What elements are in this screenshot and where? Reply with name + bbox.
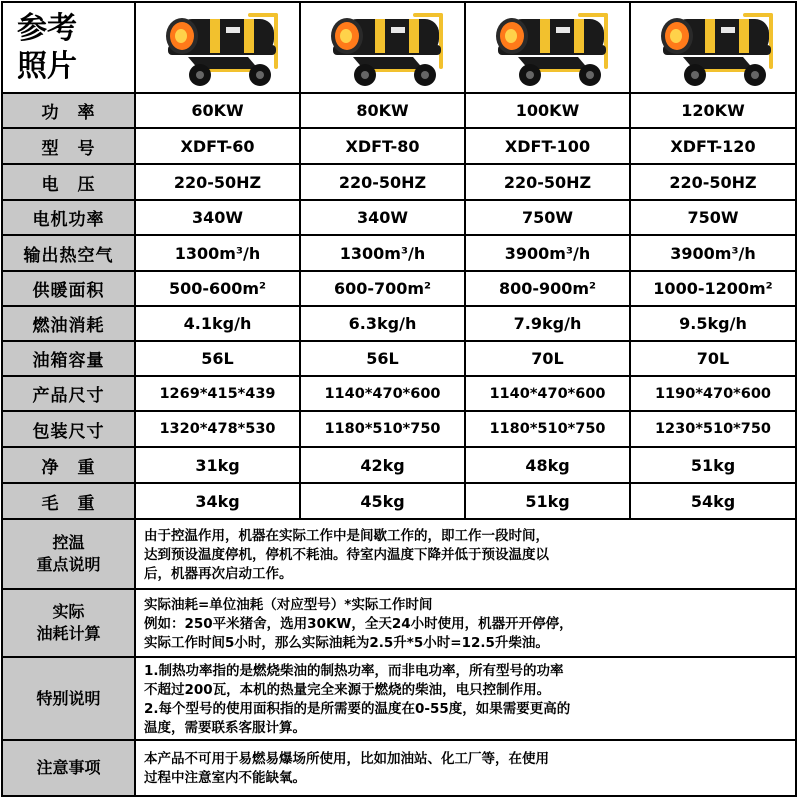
note-line: 实际工作时间5小时，那么实际油耗为2.5升*5小时=12.5升柴油。	[144, 634, 549, 651]
heater-icon	[643, 5, 783, 91]
spec-value: 220-50HZ	[136, 165, 301, 199]
spec-value: 70L	[696, 349, 730, 368]
spec-value: 60KW	[136, 94, 301, 127]
spec-value: 9.5kg/h	[679, 314, 747, 333]
spec-value: 340W	[136, 201, 301, 234]
spec-value: XDFT-100	[466, 129, 631, 163]
note-label	[3, 741, 136, 795]
spec-value: 3900m³/h	[670, 243, 756, 263]
spec-row-motor-power	[3, 201, 795, 236]
note-line: 2.每个型号的使用面积指的是所需要的温度在0-55度，如果需要更高的	[144, 700, 571, 717]
spec-value: 1300m³/h	[301, 236, 466, 270]
spec-row-tank-capacity	[3, 342, 795, 377]
product-photo-80kw	[301, 3, 466, 92]
note-text	[136, 520, 795, 588]
note-line: 达到预设温度停机，停机不耗油。待室内温度下降并低于预设温度以	[144, 546, 549, 563]
spec-value: 56L	[136, 342, 301, 375]
spec-value: XDFT-120	[670, 136, 756, 156]
spec-label: 包装尺寸	[3, 412, 136, 446]
photo-label-line: 照片	[17, 48, 77, 84]
spec-value: XDFT-60	[136, 129, 301, 163]
spec-value: 42kg	[301, 448, 466, 482]
spec-value: 1180*510*750	[466, 412, 631, 446]
spec-value: 7.9kg/h	[466, 307, 631, 340]
spec-label: 输出热空气	[3, 236, 136, 270]
spec-value: 220-50HZ	[301, 165, 466, 199]
spec-row-gross-weight	[3, 484, 795, 520]
note-label-line: 油耗计算	[36, 624, 101, 643]
spec-row-product-size	[3, 377, 795, 412]
spec-row-power	[3, 94, 795, 129]
product-photo-120kw	[631, 3, 795, 92]
note-label-line: 重点说明	[36, 555, 101, 574]
spec-value: 3900m³/h	[466, 236, 631, 270]
note-special	[3, 658, 795, 741]
note-fuel-calculation	[3, 590, 795, 658]
note-text	[136, 741, 795, 795]
photo-label-line: 参考	[17, 10, 77, 46]
spec-value: 45kg	[301, 484, 466, 518]
spec-value: 1300m³/h	[136, 236, 301, 270]
spec-value: 1140*470*600	[466, 377, 631, 410]
note-line: 实际油耗=单位油耗（对应型号）*实际工作时间	[144, 596, 433, 613]
note-text	[136, 590, 795, 656]
spec-row-heating-area	[3, 272, 795, 307]
spec-value: 750W	[466, 201, 631, 234]
spec-value: 750W	[687, 208, 739, 227]
note-caution	[3, 741, 795, 795]
spec-value: 220-50HZ	[669, 172, 757, 192]
spec-row-package-size	[3, 412, 795, 448]
spec-value: 1180*510*750	[301, 412, 466, 446]
spec-value: 31kg	[136, 448, 301, 482]
note-line: 不超过200瓦，本机的热量完全来源于燃烧的柴油，电只控制作用。	[144, 681, 551, 698]
note-line: 本产品不可用于易燃易爆场所使用，比如加油站、化工厂等，在使用	[144, 751, 549, 767]
spec-label: 功 率	[3, 94, 136, 127]
spec-label: 净 重	[3, 448, 136, 482]
spec-value: 600-700m²	[301, 272, 466, 305]
spec-value: 100KW	[466, 94, 631, 127]
spec-value: 1190*470*600	[654, 385, 772, 402]
spec-value: 34kg	[136, 484, 301, 518]
note-line: 1.制热功率指的是燃烧柴油的制热功率，而非电功率，所有型号的功率	[144, 662, 564, 679]
heater-icon	[478, 5, 618, 91]
product-photo-100kw	[466, 3, 631, 92]
spec-label: 型 号	[3, 129, 136, 163]
product-photo-60kw	[136, 3, 301, 92]
spec-value: 70L	[466, 342, 631, 375]
spec-row-voltage	[3, 165, 795, 201]
spec-value: 51kg	[466, 484, 631, 518]
heater-icon	[313, 5, 453, 91]
note-label-line: 控温	[52, 533, 85, 552]
spec-value: 340W	[301, 201, 466, 234]
note-label	[3, 520, 136, 588]
spec-row-net-weight	[3, 448, 795, 484]
note-label	[3, 658, 136, 739]
spec-row-model	[3, 129, 795, 165]
spec-label: 供暖面积	[3, 272, 136, 305]
spec-row-air-output	[3, 236, 795, 272]
note-text	[136, 658, 795, 739]
heater-icon	[148, 5, 288, 91]
spec-value: 80KW	[301, 94, 466, 127]
spec-value: 56L	[301, 342, 466, 375]
spec-label: 毛 重	[3, 484, 136, 518]
note-label-line: 注意事项	[36, 758, 101, 777]
spec-value: 220-50HZ	[466, 165, 631, 199]
spec-value: XDFT-80	[301, 129, 466, 163]
spec-label: 电机功率	[3, 201, 136, 234]
spec-label: 油箱容量	[3, 342, 136, 375]
spec-value: 48kg	[466, 448, 631, 482]
spec-label: 产品尺寸	[3, 377, 136, 410]
spec-value: 500-600m²	[136, 272, 301, 305]
spec-value: 51kg	[690, 455, 736, 475]
photo-row	[3, 3, 795, 94]
note-line: 由于控温作用，机器在实际工作中是间歇工作的，即工作一段时间，	[144, 527, 549, 544]
spec-sheet	[1, 1, 797, 797]
photo-label	[3, 3, 136, 92]
spec-value: 1230*510*750	[654, 421, 772, 437]
spec-value: 800-900m²	[466, 272, 631, 305]
note-temperature-control	[3, 520, 795, 590]
spec-value: 1000-1200m²	[653, 279, 773, 298]
note-line: 后，机器再次启动工作。	[144, 565, 293, 582]
spec-value: 1269*415*439	[136, 377, 301, 410]
note-line: 温度，需要联系客服计算。	[144, 719, 306, 736]
spec-label: 燃油消耗	[3, 307, 136, 340]
spec-label: 电 压	[3, 165, 136, 199]
spec-value: 4.1kg/h	[136, 307, 301, 340]
note-line: 过程中注意室内不能缺氧。	[144, 770, 306, 786]
note-label-line: 实际	[52, 602, 85, 621]
spec-value: 6.3kg/h	[301, 307, 466, 340]
spec-row-fuel-consumption	[3, 307, 795, 342]
note-label-line: 特别说明	[36, 688, 101, 708]
note-line: 例如：250平米猪舍，选用30KW，全天24小时使用，机器开开停停，	[144, 615, 573, 632]
spec-value: 120KW	[681, 101, 745, 120]
spec-value: 1320*478*530	[136, 412, 301, 446]
spec-value: 1140*470*600	[301, 377, 466, 410]
note-label	[3, 590, 136, 656]
spec-value: 54kg	[690, 491, 736, 511]
